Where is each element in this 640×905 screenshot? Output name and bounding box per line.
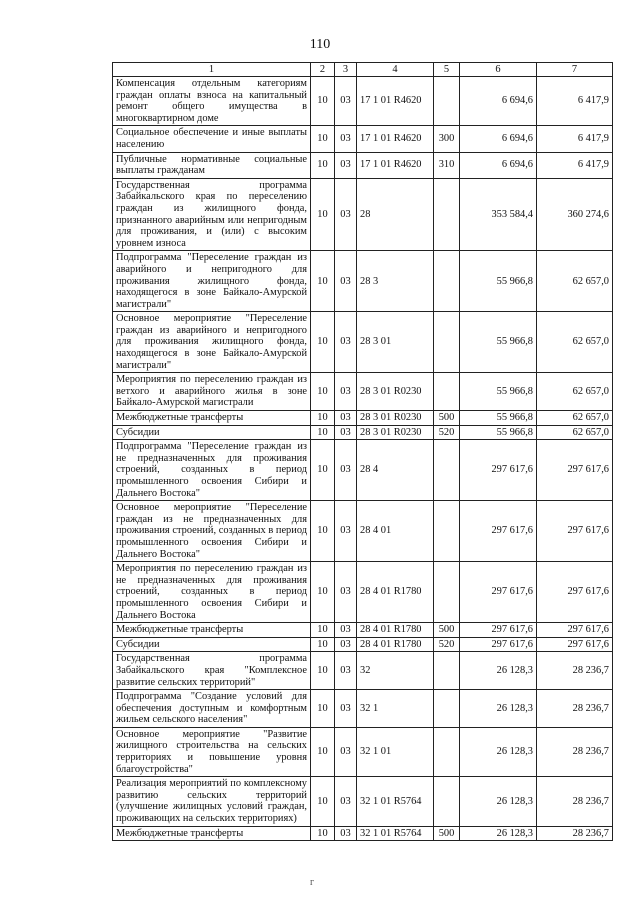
expense-type-cell: 500	[434, 623, 460, 638]
expense-type-cell	[434, 178, 460, 251]
column-header: 6	[460, 63, 537, 77]
table-row	[113, 251, 613, 312]
target-code-cell: 28 4 01 R1780	[357, 637, 434, 652]
row-name-cell: Межбюджетные трансферты	[113, 623, 311, 638]
table-row	[113, 411, 613, 426]
amount-year1-cell: 55 966,8	[460, 373, 537, 411]
subsection-cell: 03	[335, 152, 357, 178]
row-name-cell: Основное мероприятие "Переселение граждан из аварийного и непригодного для проживания жилищного фонда, находящегося в зоне Байкало-Амурской магистрали"	[113, 312, 311, 373]
target-code-cell: 28 3	[357, 251, 434, 312]
section-cell: 10	[311, 652, 335, 690]
subsection-cell: 03	[335, 77, 357, 126]
table-row	[113, 312, 613, 373]
target-code-cell: 28 4 01 R1780	[357, 562, 434, 623]
amount-year1-cell: 26 128,3	[460, 690, 537, 728]
subsection-cell: 03	[335, 251, 357, 312]
row-name-cell: Межбюджетные трансферты	[113, 826, 311, 841]
subsection-cell: 03	[335, 637, 357, 652]
amount-year2-cell: 297 617,6	[537, 637, 613, 652]
amount-year2-cell: 360 274,6	[537, 178, 613, 251]
amount-year2-cell: 62 657,0	[537, 411, 613, 426]
expense-type-cell	[434, 727, 460, 776]
expense-type-cell: 500	[434, 826, 460, 841]
table-row	[113, 425, 613, 440]
amount-year1-cell: 26 128,3	[460, 652, 537, 690]
row-name-cell: Подпрограмма "Создание условий для обеспечения доступным и комфортным жильем сельского населения"	[113, 690, 311, 728]
target-code-cell: 28 4 01	[357, 501, 434, 562]
section-cell: 10	[311, 373, 335, 411]
table-row	[113, 652, 613, 690]
target-code-cell: 28 3 01 R0230	[357, 425, 434, 440]
table-row	[113, 777, 613, 826]
subsection-cell: 03	[335, 501, 357, 562]
expense-type-cell	[434, 690, 460, 728]
column-header: 2	[311, 63, 335, 77]
column-header: 1	[113, 63, 311, 77]
amount-year2-cell: 297 617,6	[537, 623, 613, 638]
target-code-cell: 32	[357, 652, 434, 690]
section-cell: 10	[311, 251, 335, 312]
table-row	[113, 727, 613, 776]
section-cell: 10	[311, 77, 335, 126]
row-name-cell: Государственная программа Забайкальского края "Комплексное развитие сельских территорий"	[113, 652, 311, 690]
column-header: 3	[335, 63, 357, 77]
section-cell: 10	[311, 623, 335, 638]
amount-year2-cell: 297 617,6	[537, 562, 613, 623]
subsection-cell: 03	[335, 623, 357, 638]
expense-type-cell	[434, 777, 460, 826]
table-header-row	[113, 63, 613, 77]
target-code-cell: 17 1 01 R4620	[357, 152, 434, 178]
row-name-cell: Мероприятия по переселению граждан из ветхого и аварийного жилья в зоне Байкало-Амурской магистрали	[113, 373, 311, 411]
section-cell: 10	[311, 312, 335, 373]
subsection-cell: 03	[335, 826, 357, 841]
section-cell: 10	[311, 637, 335, 652]
amount-year1-cell: 6 694,6	[460, 126, 537, 152]
expense-type-cell	[434, 312, 460, 373]
row-name-cell: Основное мероприятие "Развитие жилищного строительства на сельских территориях и повышение уровня благоустройства"	[113, 727, 311, 776]
section-cell: 10	[311, 152, 335, 178]
subsection-cell: 03	[335, 178, 357, 251]
subsection-cell: 03	[335, 425, 357, 440]
amount-year1-cell: 297 617,6	[460, 440, 537, 501]
amount-year1-cell: 6 694,6	[460, 152, 537, 178]
row-name-cell: Субсидии	[113, 425, 311, 440]
expense-type-cell	[434, 77, 460, 126]
column-header: 7	[537, 63, 613, 77]
amount-year1-cell: 297 617,6	[460, 637, 537, 652]
table-row	[113, 690, 613, 728]
subsection-cell: 03	[335, 411, 357, 426]
amount-year1-cell: 297 617,6	[460, 562, 537, 623]
target-code-cell: 32 1 01 R5764	[357, 826, 434, 841]
table-row	[113, 623, 613, 638]
section-cell: 10	[311, 690, 335, 728]
table-row	[113, 826, 613, 841]
row-name-cell: Подпрограмма "Переселение граждан из не предназначенных для проживания строений, созданных в период промышленного освоения Сибири и Дальнего Востока"	[113, 440, 311, 501]
target-code-cell: 28 3 01 R0230	[357, 373, 434, 411]
amount-year2-cell: 6 417,9	[537, 77, 613, 126]
row-name-cell: Компенсация отдельным категориям граждан оплаты взноса на капитальный ремонт общего имущества в многоквартирном доме	[113, 77, 311, 126]
section-cell: 10	[311, 440, 335, 501]
amount-year2-cell: 28 236,7	[537, 727, 613, 776]
amount-year1-cell: 297 617,6	[460, 501, 537, 562]
target-code-cell: 17 1 01 R4620	[357, 77, 434, 126]
table-body	[113, 77, 613, 841]
expense-type-cell	[434, 440, 460, 501]
row-name-cell: Подпрограмма "Переселение граждан из аварийного и непригодного для проживания жилищного фонда, находящегося в зоне Байкало-Амурской магистрали"	[113, 251, 311, 312]
amount-year1-cell: 55 966,8	[460, 425, 537, 440]
row-name-cell: Мероприятия по переселению граждан из не предназначенных для проживания строений, созданных в период промышленного освоения Сибири и Дальнего Востока	[113, 562, 311, 623]
section-cell: 10	[311, 562, 335, 623]
section-cell: 10	[311, 411, 335, 426]
table-row	[113, 637, 613, 652]
table-row	[113, 126, 613, 152]
amount-year1-cell: 26 128,3	[460, 777, 537, 826]
amount-year1-cell: 55 966,8	[460, 411, 537, 426]
section-cell: 10	[311, 425, 335, 440]
expense-type-cell	[434, 652, 460, 690]
page-number: 110	[309, 37, 331, 52]
target-code-cell: 32 1 01	[357, 727, 434, 776]
section-cell: 10	[311, 727, 335, 776]
row-name-cell: Реализация мероприятий по комплексному развитию сельских территорий (улучшение жилищных условий граждан, проживающих на сельских территориях)	[113, 777, 311, 826]
amount-year1-cell: 26 128,3	[460, 826, 537, 841]
expense-type-cell	[434, 251, 460, 312]
amount-year2-cell: 28 236,7	[537, 652, 613, 690]
table-row	[113, 178, 613, 251]
target-code-cell: 28 4	[357, 440, 434, 501]
amount-year2-cell: 297 617,6	[537, 440, 613, 501]
subsection-cell: 03	[335, 690, 357, 728]
expense-type-cell	[434, 562, 460, 623]
target-code-cell: 28 3 01	[357, 312, 434, 373]
expense-type-cell: 520	[434, 637, 460, 652]
column-header: 5	[434, 63, 460, 77]
amount-year2-cell: 62 657,0	[537, 425, 613, 440]
target-code-cell: 28	[357, 178, 434, 251]
section-cell: 10	[311, 777, 335, 826]
amount-year2-cell: 297 617,6	[537, 501, 613, 562]
row-name-cell: Социальное обеспечение и иные выплаты населению	[113, 126, 311, 152]
column-header: 4	[357, 63, 434, 77]
amount-year2-cell: 28 236,7	[537, 777, 613, 826]
amount-year2-cell: 28 236,7	[537, 826, 613, 841]
expense-type-cell: 500	[434, 411, 460, 426]
subsection-cell: 03	[335, 562, 357, 623]
row-name-cell: Межбюджетные трансферты	[113, 411, 311, 426]
table-row	[113, 77, 613, 126]
expense-type-cell: 300	[434, 126, 460, 152]
row-name-cell: Субсидии	[113, 637, 311, 652]
subsection-cell: 03	[335, 440, 357, 501]
amount-year2-cell: 28 236,7	[537, 690, 613, 728]
amount-year2-cell: 62 657,0	[537, 251, 613, 312]
subsection-cell: 03	[335, 652, 357, 690]
table-row	[113, 562, 613, 623]
amount-year2-cell: 6 417,9	[537, 126, 613, 152]
section-cell: 10	[311, 501, 335, 562]
expense-type-cell	[434, 373, 460, 411]
amount-year1-cell: 26 128,3	[460, 727, 537, 776]
amount-year1-cell: 55 966,8	[460, 312, 537, 373]
amount-year1-cell: 297 617,6	[460, 623, 537, 638]
section-cell: 10	[311, 126, 335, 152]
section-cell: 10	[311, 178, 335, 251]
expense-type-cell: 310	[434, 152, 460, 178]
table-row	[113, 373, 613, 411]
subsection-cell: 03	[335, 126, 357, 152]
row-name-cell: Основное мероприятие "Переселение граждан из не предназначенных для проживания строений, созданных в период промышленного освоения Сибири и Дальнего Востока"	[113, 501, 311, 562]
target-code-cell: 32 1 01 R5764	[357, 777, 434, 826]
subsection-cell: 03	[335, 373, 357, 411]
subsection-cell: 03	[335, 777, 357, 826]
table-row	[113, 440, 613, 501]
expense-type-cell: 520	[434, 425, 460, 440]
row-name-cell: Публичные нормативные социальные выплаты гражданам	[113, 152, 311, 178]
subsection-cell: 03	[335, 312, 357, 373]
scan-mark: г	[310, 877, 315, 888]
expense-type-cell	[434, 501, 460, 562]
target-code-cell: 28 3 01 R0230	[357, 411, 434, 426]
amount-year1-cell: 353 584,4	[460, 178, 537, 251]
budget-table	[112, 62, 613, 841]
amount-year2-cell: 6 417,9	[537, 152, 613, 178]
amount-year2-cell: 62 657,0	[537, 312, 613, 373]
amount-year2-cell: 62 657,0	[537, 373, 613, 411]
table-row	[113, 501, 613, 562]
target-code-cell: 28 4 01 R1780	[357, 623, 434, 638]
row-name-cell: Государственная программа Забайкальского края по переселению граждан из жилищного фонда, признанного аварийным или непригодным для проживания, и (или) с высоким уровнем износа	[113, 178, 311, 251]
section-cell: 10	[311, 826, 335, 841]
table-row	[113, 152, 613, 178]
subsection-cell: 03	[335, 727, 357, 776]
amount-year1-cell: 6 694,6	[460, 77, 537, 126]
amount-year1-cell: 55 966,8	[460, 251, 537, 312]
target-code-cell: 17 1 01 R4620	[357, 126, 434, 152]
target-code-cell: 32 1	[357, 690, 434, 728]
